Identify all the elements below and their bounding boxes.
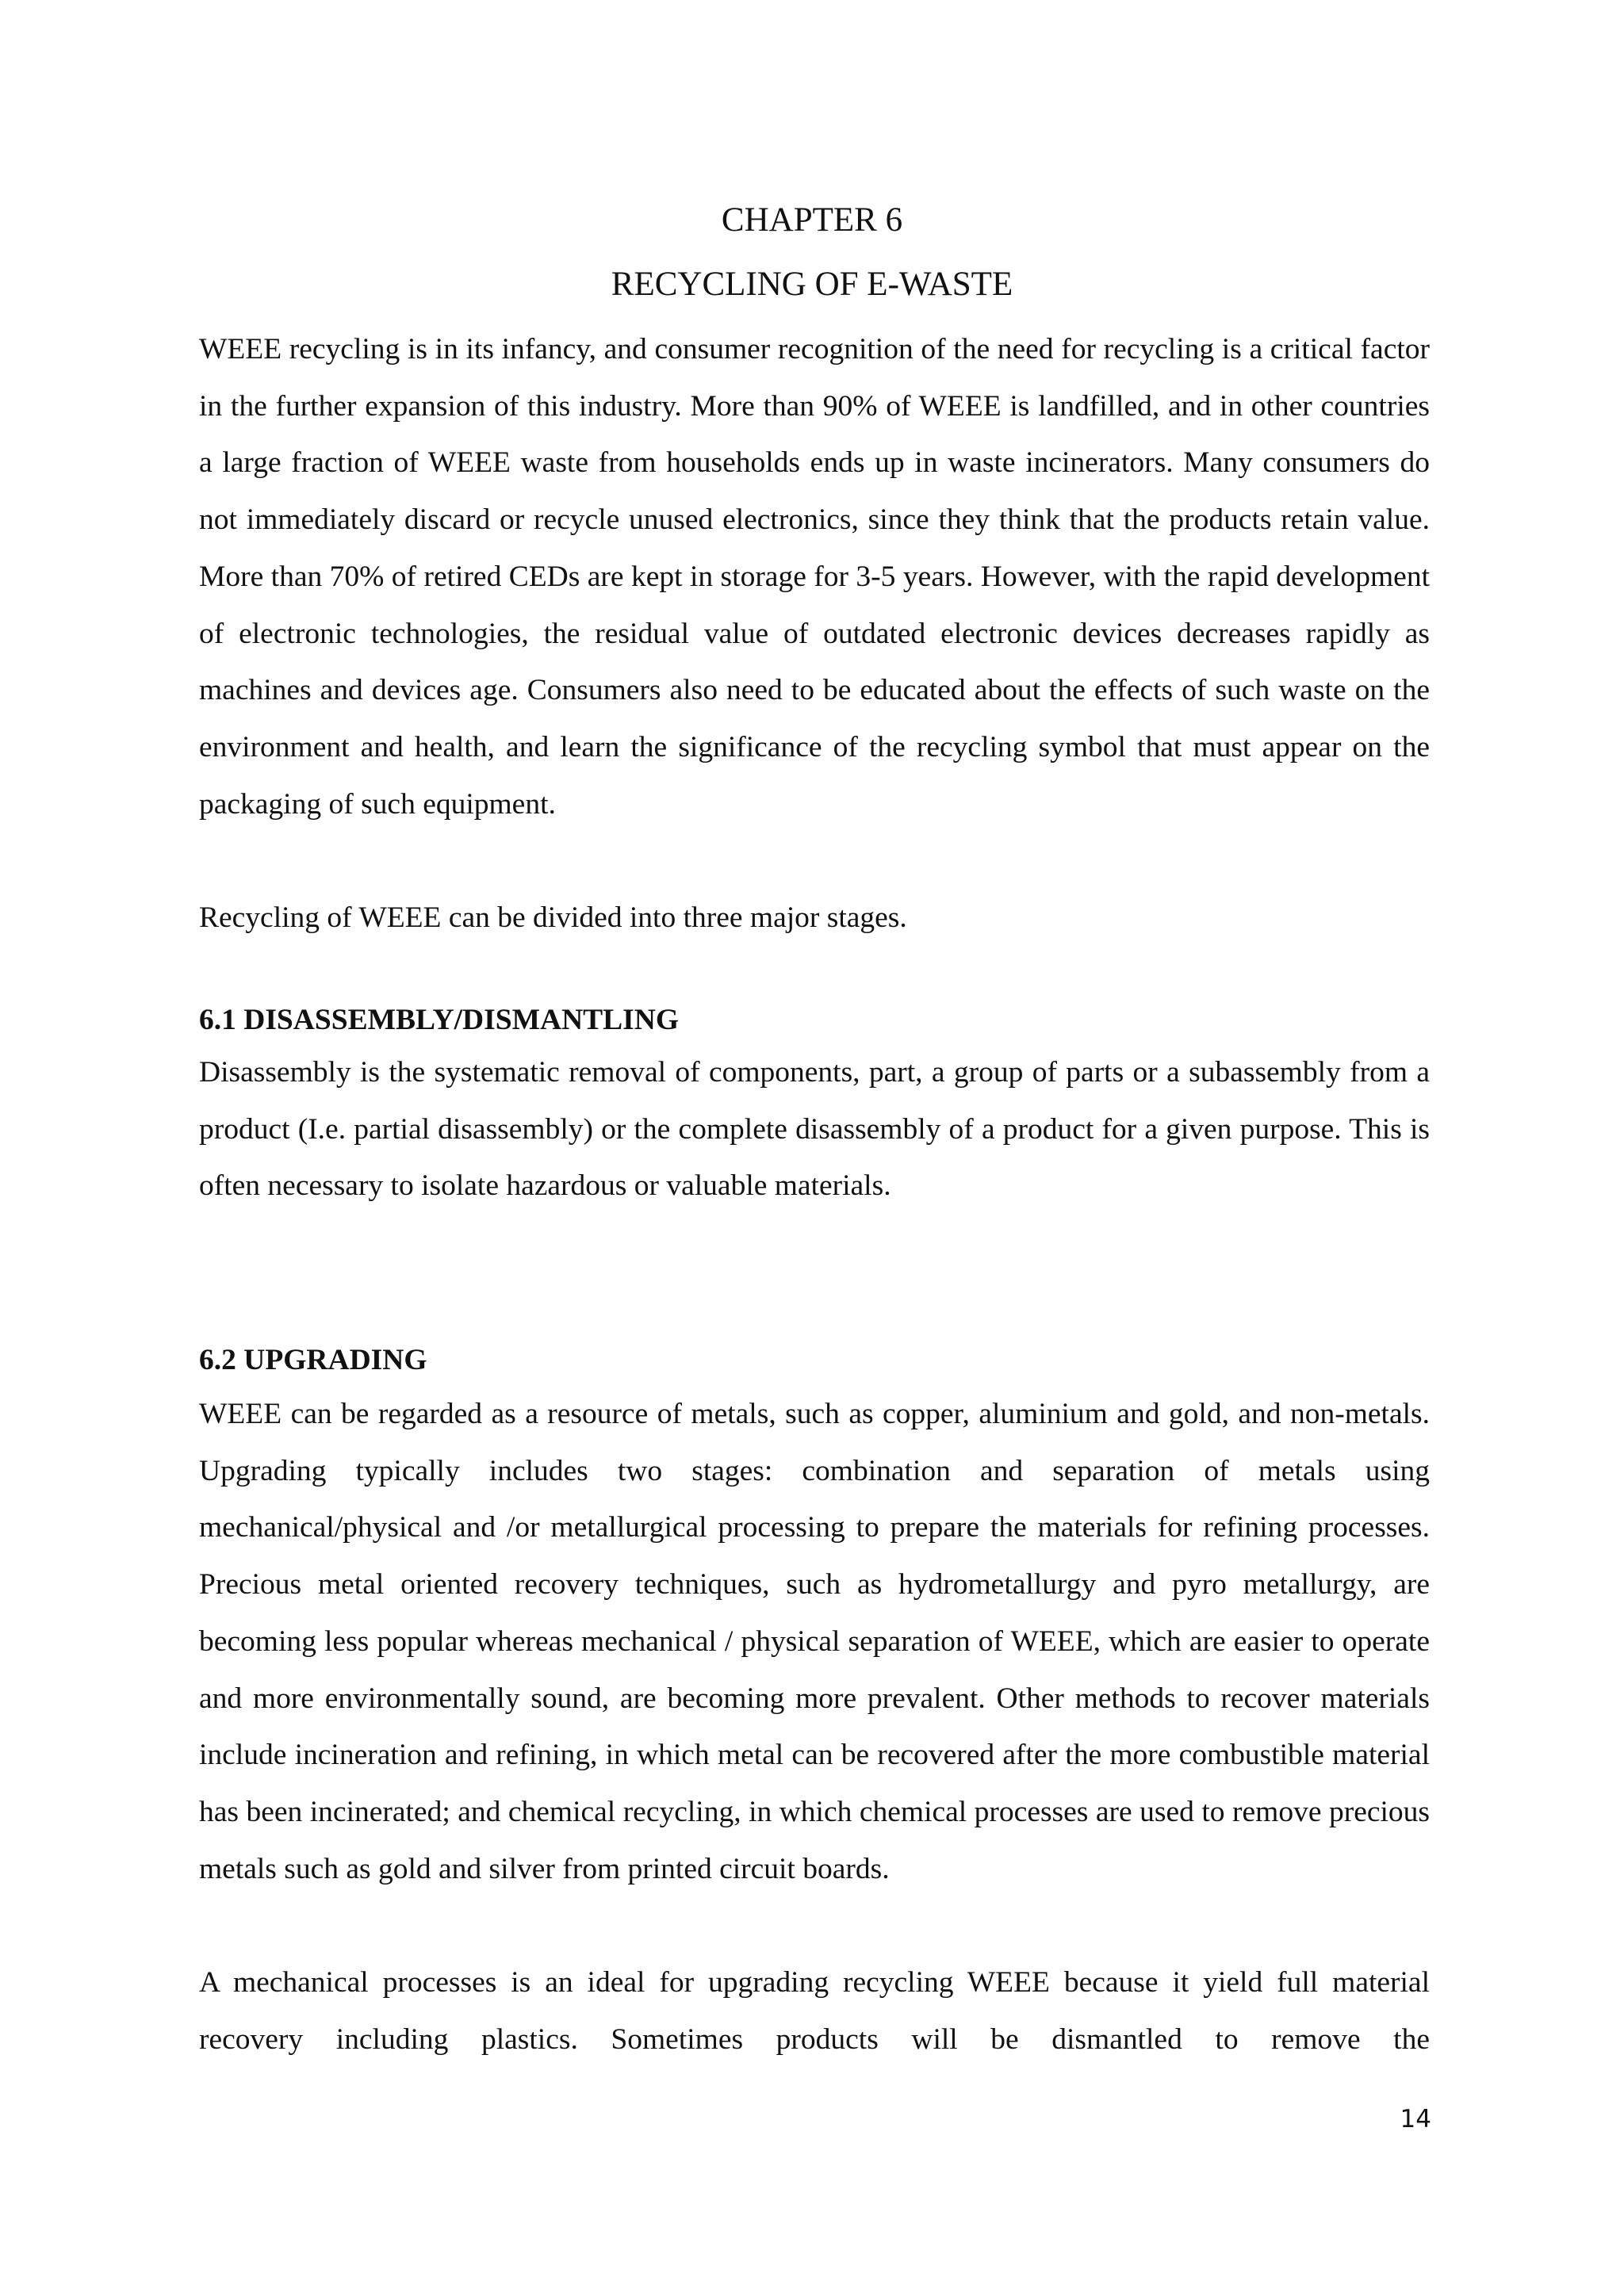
disassembly-paragraph: Disassembly is the systematic removal of components, part, a group of parts or a subassembly from a product (I.e. partial disassembly) or the complete disassembly of a product for a given purpose. This is often necessary to isolate hazardous or valuable materials. xyxy=(199,1056,1430,1203)
upgrading-paragraph: WEEE can be regarded as a resource of metals, such as copper, aluminium and gold, and non-metals. Upgrading typically includes two stages: combination and separation of metals using mechanical/physical and /or metallurgical processing to prepare the materials for refining processes. Precious metal oriented recovery techniques, such as hydrometallurgy and pyro metallurgy, are becoming less popular whereas mechanical / physical separation of WEEE, which are easier to operate and more environmentally sound, are becoming more prevalent. Other methods to recover materials include incineration and refining, in which metal can be recovered after the more combustible material has been incinerated; and chemical recycling, in which chemical processes are used to remove precious metals such as gold and silver from printed circuit boards. xyxy=(199,1398,1430,1885)
intro-stages-sentence: Recycling of WEEE can be divided into three major stages. xyxy=(199,901,907,934)
chapter-title: RECYCLING OF E-WASTE xyxy=(611,266,1013,303)
page-number: 14 xyxy=(1400,2105,1431,2133)
intro-paragraph: WEEE recycling is in its infancy, and consumer recognition of the need for recycling is a critical factor in the further expansion of this industry. More than 90% of WEEE is landfilled, and in other countries a large fraction of WEEE waste from households ends up in waste incinerators. Many consumers do not immediately discard or recycle unused electronics, since they think that the products retain value. More than 70% of retired CEDs are kept in storage for 3-5 years. However, with the rapid development of electronic technologies, the residual value of outdated electronic devices decreases rapidly as machines and devices age. Consumers also need to be educated about the effects of such waste on the environment and health, and learn the significance of the recycling symbol that must appear on the packaging of such equipment. xyxy=(199,333,1430,821)
upgrading-mechanical-paragraph: A mechanical processes is an ideal for upgrading recycling WEEE because it yield full material recovery including plastics. Sometimes products will be dismantled to remove the xyxy=(199,1966,1430,2056)
section-heading-upgrading: 6.2 UPGRADING xyxy=(199,1344,427,1376)
chapter-number: CHAPTER 6 xyxy=(721,201,903,239)
section-heading-disassembly: 6.1 DISASSEMBLY/DISMANTLING xyxy=(199,1004,680,1036)
